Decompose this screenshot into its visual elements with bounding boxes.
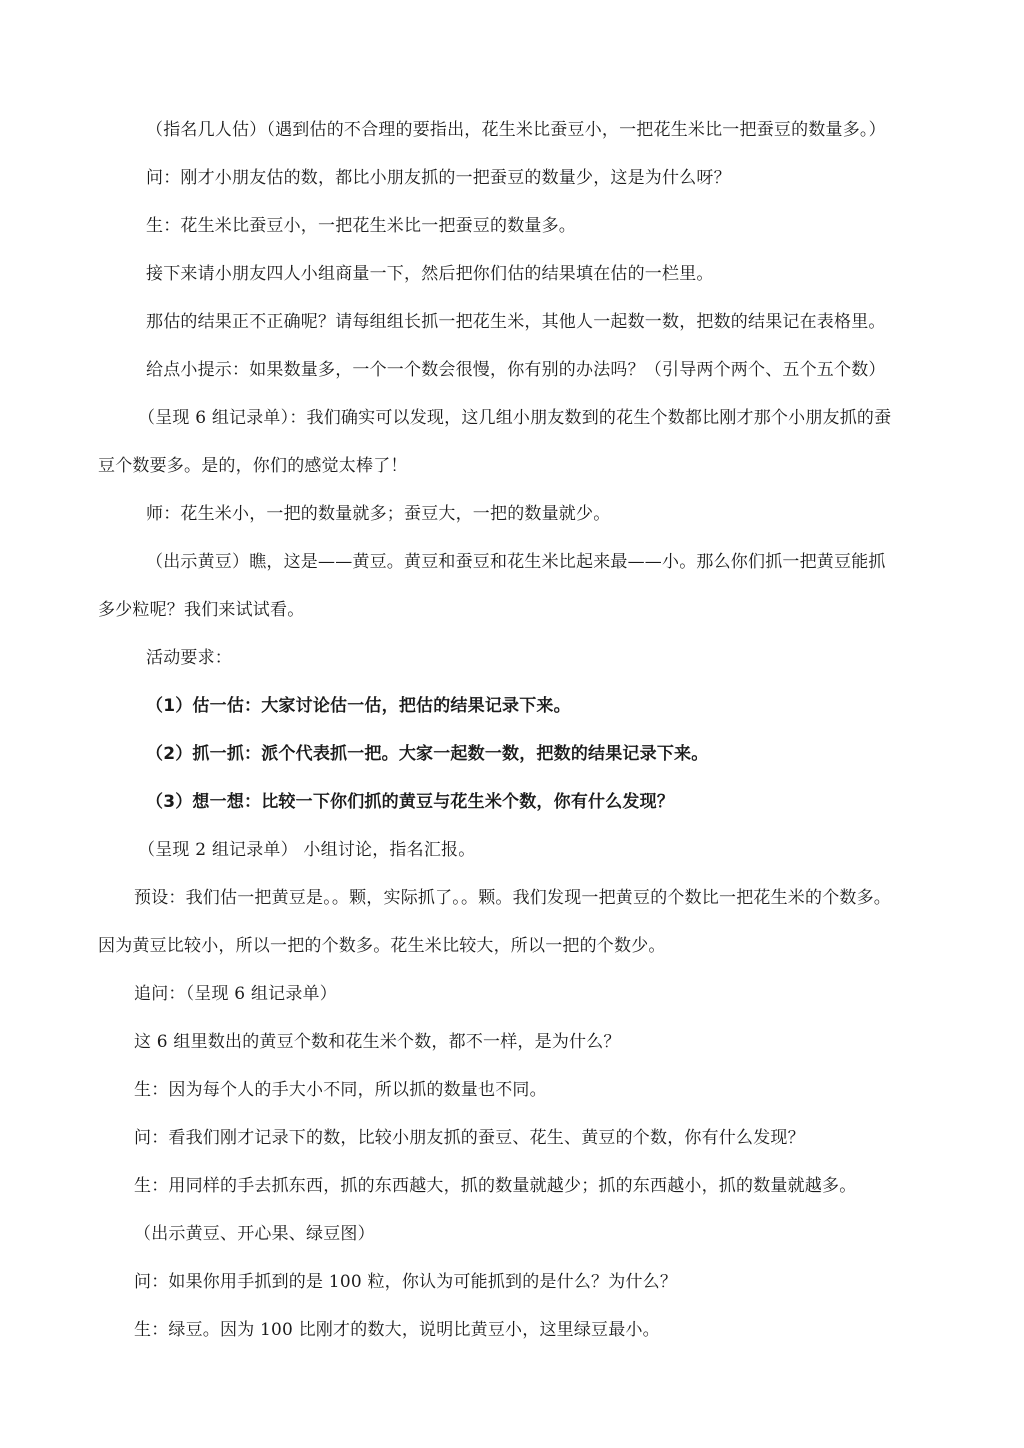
paragraph-activity-requirements: 活动要求： <box>146 648 232 668</box>
paragraph-student-answer-4: 生：绿豆。因为 100 比刚才的数大，说明比黄豆小，这里绿豆最小。 <box>134 1320 660 1340</box>
paragraph-record-sheet-6-cont: 豆个数要多。是的，你们的感觉太棒了！ <box>98 456 408 476</box>
paragraph-show-images: （出示黄豆、开心果、绿豆图） <box>134 1224 375 1244</box>
paragraph-student-answer-2: 生：因为每个人的手大小不同，所以抓的数量也不同。 <box>134 1080 547 1100</box>
paragraph-student-answer-1: 生：花生米比蚕豆小，一把花生米比一把蚕豆的数量多。 <box>146 216 576 236</box>
paragraph-question-3: 问：如果你用手抓到的是 100 粒，你认为可能抓到的是什么？为什么？ <box>134 1272 678 1292</box>
paragraph-soybean-intro-cont: 多少粒呢？我们来试试看。 <box>98 600 305 620</box>
requirement-estimate: （1）估一估：大家讨论估一估，把估的结果记录下来。 <box>146 696 571 716</box>
paragraph-record-sheet-6: （呈现 6 组记录单）：我们确实可以发现，这几组小朋友数到的花生个数都比刚才那个小朋友抓的蚕 <box>138 408 892 428</box>
paragraph-soybean-intro: （出示黄豆）瞧，这是——黄豆。黄豆和蚕豆和花生米比起来最——小。那么你们抓一把黄豆能抓 <box>146 552 886 572</box>
paragraph-count-instruction: 那估的结果正不正确呢？请每组组长抓一把花生米，其他人一起数一数，把数的结果记在表格里。 <box>146 312 886 332</box>
paragraph-follow-up: 追问：（呈现 6 组记录单） <box>134 984 337 1004</box>
paragraph-prediction-cont: 因为黄豆比较小，所以一把的个数多。花生米比较大，所以一把的个数少。 <box>98 936 666 956</box>
paragraph-group-discussion: 接下来请小朋友四人小组商量一下，然后把你们估的结果填在估的一栏里。 <box>146 264 714 284</box>
paragraph-student-answer-3: 生：用同样的手去抓东西，抓的东西越大，抓的数量就越少；抓的东西越小，抓的数量就越多。 <box>134 1176 857 1196</box>
paragraph-prediction: 预设：我们估一把黄豆是。。颗，实际抓了。。颗。我们发现一把黄豆的个数比一把花生米的个数多。 <box>134 888 891 908</box>
paragraph-record-sheet-2: （呈现 2 组记录单） 小组讨论，指名汇报。 <box>138 840 476 860</box>
requirement-grab: （2）抓一抓：派个代表抓一把。大家一起数一数，把数的结果记录下来。 <box>146 744 709 764</box>
paragraph-six-groups: 这 6 组里数出的黄豆个数和花生米个数，都不一样，是为什么？ <box>134 1032 621 1052</box>
requirement-think: （3）想一想：比较一下你们抓的黄豆与花生米个数，你有什么发现？ <box>146 792 675 812</box>
paragraph-hint: 给点小提示：如果数量多，一个一个数会很慢，你有别的办法吗？（引导两个两个、五个五个数） <box>146 360 886 380</box>
paragraph-question-1: 问：刚才小朋友估的数，都比小朋友抓的一把蚕豆的数量少，这是为什么呀？ <box>146 168 731 188</box>
paragraph-estimate-note: （指名几人估）（遇到估的不合理的要指出，花生米比蚕豆小，一把花生米比一把蚕豆的数量多。） <box>146 120 886 140</box>
paragraph-teacher-summary: 师：花生米小，一把的数量就多；蚕豆大，一把的数量就少。 <box>146 504 611 524</box>
paragraph-question-2: 问：看我们刚才记录下的数，比较小朋友抓的蚕豆、花生、黄豆的个数，你有什么发现？ <box>134 1128 805 1148</box>
